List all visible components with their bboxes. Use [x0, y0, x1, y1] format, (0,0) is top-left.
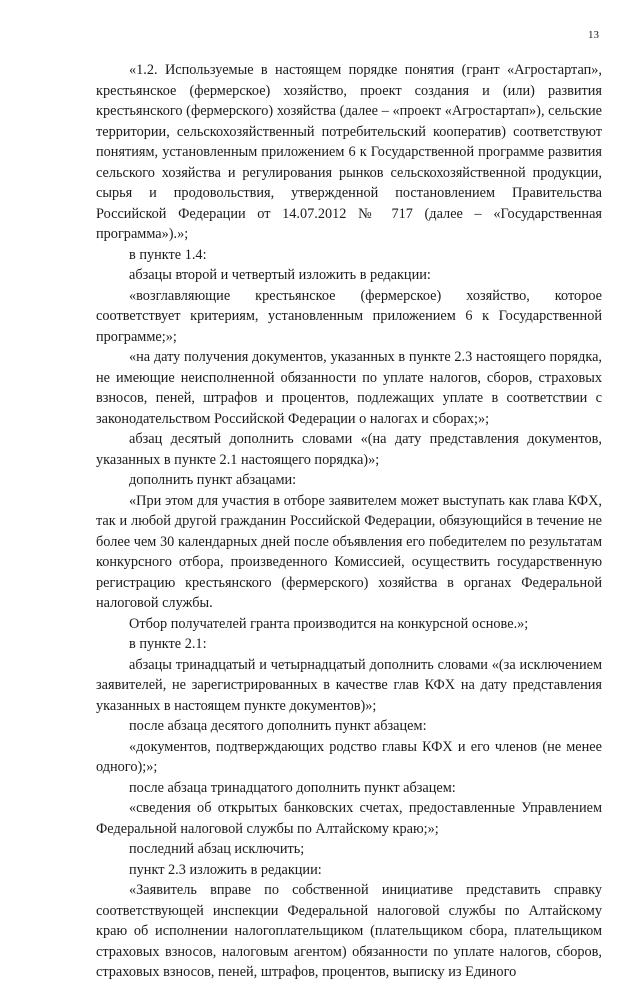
paragraph-after-13: после абзаца тринадцатого дополнить пункт абзацем:: [129, 779, 456, 796]
paragraph-definitions: «1.2. Используемые в настоящем порядке понятия (грант «Агростартап», крестьянское (фермерское) хозяйство, проект создания и (или) развития крестьянского (фермерского) хозяйства (далее – «проект «Агростартап»), сельские территории, сельскохозяйственный потребительский кооператив) соответствуют понятиям, установленным приложением 6 к Государственной программе развития сельского хозяйства и регулирования рынков сельскохозяйственной продукции, сырья и продовольствия, утвержденной постановлением Правительства Российской Федерации от 14.07.2012 № 717 (далее – «Государственная программа»).»;: [96, 62, 602, 242]
paragraph-quote-taxes: «на дату получения документов, указанных в пункте 2.3 настоящего порядка, не имеющие неисполненной обязанности по уплате налогов, сборов, страховых взносов, пеней, штрафов и процентов, подлежащих уплате в соответствии с законодательством Российской Федерации о налогах и сборах;»;: [96, 349, 602, 427]
paragraph-add-abzats: дополнить пункт абзацами:: [129, 472, 297, 488]
page-number: 13: [588, 29, 599, 41]
paragraph-amend-13-14: абзацы тринадцатый и четырнадцатый дополнить словами «(за исключением заявителей, не зарегистрированных в качестве глав КФХ на дату представления указанных в настоящем пункте документов)»;: [96, 656, 602, 714]
document-body: [96, 60, 602, 983]
paragraph-amend-2-4: абзацы второй и четвертый изложить в редакции:: [129, 267, 431, 283]
paragraph-quote-kinship: «документов, подтверждающих родство главы КФХ и его членов (не менее одного);»;: [96, 738, 602, 775]
paragraph-quote-bank-accounts: «сведения об открытых банковских счетах, предоставленные Управлением Федеральной налоговой службы по Алтайскому краю;»;: [96, 800, 602, 837]
paragraph-point-1-4: в пункте 1.4:: [129, 246, 207, 263]
paragraph-remove-last: последний абзац исключить;: [129, 841, 305, 857]
paragraph-point-2-3: пункт 2.3 изложить в редакции:: [129, 861, 322, 878]
paragraph-quote-applicant: «При этом для участия в отборе заявителем может выступать как глава КФХ, так и любой другой гражданин Российской Федерации, обязующийся в течение не более чем 30 календарных дней после объявления его победителем по результатам конкурсного отбора, произведенного Комиссией, осуществить государственную регистрацию крестьянского (фермерского) хозяйства в органах Федеральной налоговой службы.: [96, 492, 602, 611]
paragraph-competitive-selection: Отбор получателей гранта производится на конкурсной основе.»;: [129, 615, 529, 632]
paragraph-quote-heads: «возглавляющие крестьянское (фермерское) хозяйство, которое соответствует критериям, установленным приложением 6 к Государственной программе;»;: [96, 287, 602, 345]
paragraph-quote-certificate: «Заявитель вправе по собственной инициативе представить справку соответствующей инспекции Федеральной налоговой службы по Алтайскому краю об исполнении налогоплательщиком (плательщиком сбора, плательщиком страховых взносов, налоговым агентом) обязанности по уплате налогов, сборов, страховых взносов, пеней, штрафов, процентов, выписку из Единого: [96, 882, 602, 980]
paragraph-point-2-1: в пункте 2.1:: [129, 636, 207, 652]
paragraph-amend-10: абзац десятый дополнить словами «(на дату представления документов, указанных в пункте 2.1 настоящего порядка)»;: [96, 431, 602, 468]
paragraph-after-10: после абзаца десятого дополнить пункт абзацем:: [129, 718, 427, 734]
